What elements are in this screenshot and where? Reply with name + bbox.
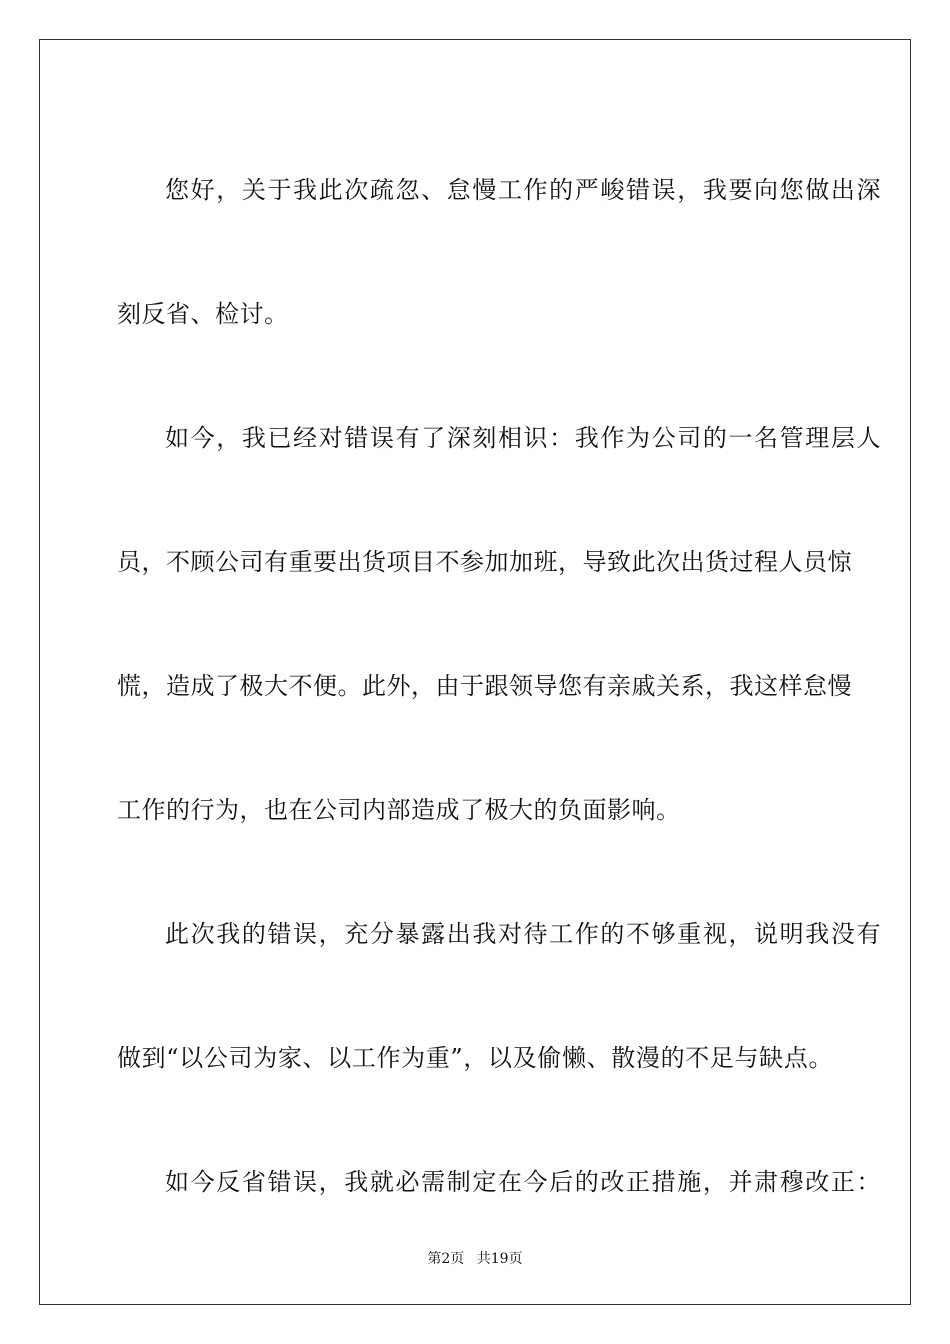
paragraph-3-line-2: 做到“以公司为家、以工作为重”，以及偷懒、散漫的不足与缺点。 xyxy=(117,1044,833,1072)
page-number: 第2页 xyxy=(427,1251,465,1267)
paragraph-2-line-1: 如今，我已经对错误有了深刻相识：我作为公司的一名管理层人 xyxy=(165,424,881,452)
page-frame xyxy=(39,39,911,1305)
paragraph-1-line-2: 刻反省、检讨。 xyxy=(117,300,289,328)
paragraph-3-line-1: 此次我的错误，充分暴露出我对待工作的不够重视，说明我没有 xyxy=(165,920,881,948)
paragraph-4-line-1: 如今反省错误，我就必需制定在今后的改正措施，并肃穆改正： xyxy=(165,1168,881,1196)
page-footer xyxy=(40,1248,910,1268)
page-total: 共19页 xyxy=(476,1251,523,1267)
paragraph-2-line-2: 员，不顾公司有重要出货项目不参加加班，导致此次出货过程人员惊 xyxy=(117,548,852,576)
paragraph-1-line-1: 您好，关于我此次疏忽、怠慢工作的严峻错误，我要向您做出深 xyxy=(165,176,881,204)
paragraph-2-line-4: 工作的行为，也在公司内部造成了极大的负面影响。 xyxy=(117,796,681,824)
paragraph-2-line-3: 慌，造成了极大不便。此外，由于跟领导您有亲戚关系，我这样怠慢 xyxy=(117,672,852,700)
document-body xyxy=(117,128,881,1244)
